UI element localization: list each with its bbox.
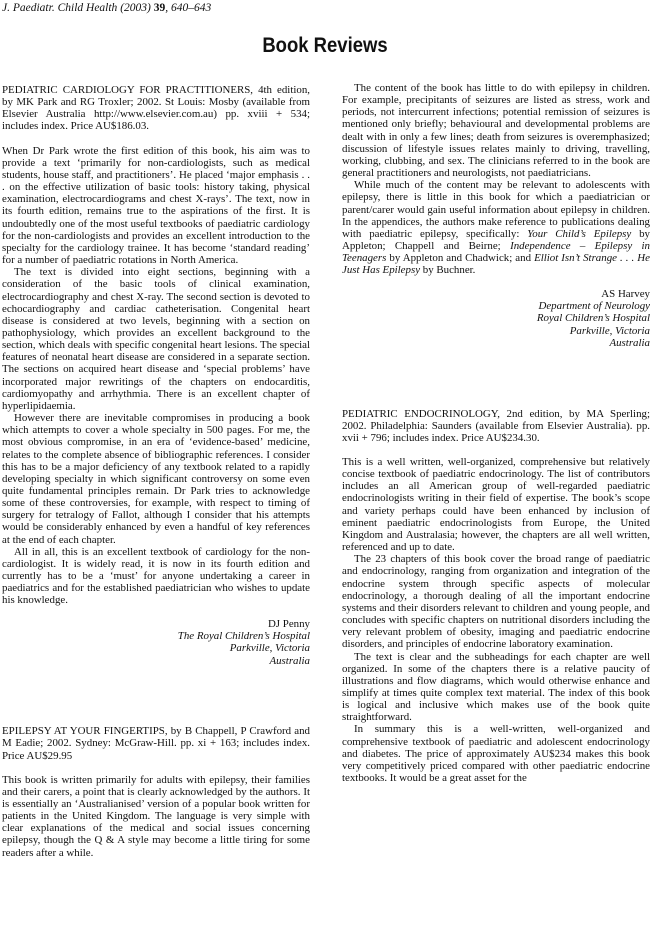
- reviewer-affiliation: Parkville, Victoria: [229, 642, 310, 655]
- review-2-citation: EPILEPSY AT YOUR FINGERTIPS, by B Chappell, P Crawford and M Eadie; 2002. Sydney: McGraw-Hill. pp. xi + 163; includes index. Price AU$29.95: [2, 725, 310, 762]
- reviewer-affiliation: Australia: [269, 654, 310, 667]
- review-2-paragraph: The content of the book has little to do with epilepsy in children. For example, precipitants of seizures are listed as stress, work and periods, not intercurrent infections; potential remission of seizures is mentioned only briefly; behavioural and developmental problems are dealt with in only a few lines; death from seizures is overemphasized; discussion of lifestyle issues relates mainly to driving, travelling, working, clubbing, and sex. The clinicians referred to in the book are general practitioners and neurologists, not paediatricians.: [342, 82, 650, 180]
- running-head: [2, 2, 211, 14]
- review-3-paragraph: The 23 chapters of this book cover the broad range of paediatric and endocrinology, ranging from organization and integration of the endocrine system through specific aspects of molecular endocrinology, a thorough dealing of all the important endocrine systems and their disorders relevant to children and young people, and concludes with specific chapters on nutritional disorders including the very relevant problem of obesity, imaging and paediatric endocrine disorders, and principles of endocrine laboratory examination.: [342, 553, 650, 651]
- journal-name: J. Paediatr. Child Health: [2, 2, 118, 14]
- review-1-citation: PEDIATRIC CARDIOLOGY FOR PRACTITIONERS, 4th edition, by MK Park and RG Troxler; 2002. St Louis: Mosby (available from Elsevier Australia http://www.elsevier.com.au) pp. xviii + 534; includes index. Price AU$186.03.: [2, 84, 310, 133]
- review-1-paragraph: All in all, this is an excellent textbook of cardiology for the non-cardiologist. It is widely read, it is now in its fourth edition and currently has to be a ‘must’ for anyone undertaking a career in paediatrics and for the established paediatrician who wishes to update his knowledge.: [2, 545, 310, 607]
- book-title: Independence – Epilepsy in Teenagers: [342, 240, 650, 265]
- left-column: [2, 84, 310, 859]
- review-2-paragraph: While much of the content may be relevant to adolescents with epilepsy, there is little in this book for which a paediatrician or parent/carer would gain useful information about epilepsy in children. In the appendices, the authors make reference to publications dealing with paediatric epilepsy, specifically: Your Child’s Epilepsy by Appleton; Chappell and Beirne; Independence – Epilepsy in Teenagers by Appleton and Chadwick; and Elliot Isn’t Strange . . . He Just Has Epilepsy by Buchner.: [342, 179, 650, 277]
- review-3-paragraph: This is a well written, well-organized, comprehensive but relatively concise textbook of paediatric endocrinology. The list of contributors includes an all American group of well-regarded paediatric endocrinologists writing in their field of expertise. The book’s scope and variety perhaps could have been enhanced by inclusion of eminent paediatric endocrinologists from Europe, the United Kingdom and Australasia; however, the chapters are all well written, referenced and up to date.: [342, 456, 650, 554]
- right-column: [342, 82, 650, 784]
- book-title: Your Child’s Epilepsy: [527, 227, 632, 240]
- reviewer-name: AS Harvey: [601, 287, 650, 300]
- journal-pages: , 640–643: [165, 2, 212, 14]
- reviewer-affiliation: Australia: [609, 337, 650, 350]
- review-1-signature: [2, 618, 310, 668]
- journal-volume: 39: [153, 2, 166, 14]
- reviewer-affiliation: Department of Neurology: [538, 299, 650, 312]
- review-2-paragraph: This book is written primarily for adults with epilepsy, their families and their carers, a point that is clearly acknowledged by the authors. It is essentially an ‘Australianised’ version of a popular book written for patients in the United Kingdom. The language is very simple with clear explanations of the medical and social issues concerning epilepsy, though the Q & A style may become a little tiring for some readers after a while.: [2, 773, 310, 859]
- review-1-paragraph: However there are inevitable compromises in producing a book which attempts to cover a whole specialty in 500 pages. For me, the most obvious compromise, in an era of ‘evidence-based’ medicine, relates to the complete absence of bibliographic references. I consider this has to be a major deficiency of any textbook related to a rapidly developing specialty in which significant controversy on some even quite fundamental principles remain. Dr Park tries to acknowledge some of these controversies, for example, with respect to timing of surgery for tetralogy of Fallot, although I consider that his attempts would be considerably enhanced by even a handful of key references at the end of each chapter.: [2, 412, 310, 546]
- review-3-paragraph: In summary this is a well-written, well-organized and comprehensive textbook of paediatric and adolescent endocrinology and diabetes. The price of approximately AU$234 makes this book very competitively priced compared with other paediatric endocrine textbooks. It would be a great asset for the: [342, 723, 650, 785]
- review-3-paragraph: The text is clear and the subheadings for each chapter are well organized. In some of the chapters there is a relative paucity of illustrations and flow diagrams, which would otherwise enhance and simplify at times quite complex text material. The index of this book is logical and inclusive which makes use of the book quite straightforward.: [342, 650, 650, 724]
- review-1-paragraph: The text is divided into eight sections, beginning with a consideration of the basic tools of clinical examination, electrocardiography and chest X-ray. The second section is devoted to echocardiography and cardiac catheterisation. Congenital heart disease is considered at two levels, beginning with a section on pathophysiology, which provides an excellent background to the section, which deals with specific congenital heart lesions. The special features of neonatal heart disease are considered in a separate section. The sections on acquired heart disease and ‘special problems’ have incorporated major rewritings of the chapters on endocarditis, cardiomyopathy and arrhythmia. There is an excellent chapter of hyperlipidaemia.: [2, 266, 310, 412]
- journal-year: (2003): [120, 2, 151, 14]
- review-1-paragraph: When Dr Park wrote the first edition of this book, his aim was to provide a text ‘primarily for non-cardiologists, such as medical students, house staff, and practitioners’. He placed ‘major emphasis . . . on the effective utilization of basic tools: history taking, physical examination, electrocardiograms and chest X-rays’. The text, now in its fourth edition, remains true to the aspirations of the first. It is undoubtedly one of the most useful textbooks of paediatric cardiology for the non-cardiologists and provides an excellent introduction to the specialty for the cardiology trainee. It has become ‘standard reading’ for a number of paediatric rotations in North America.: [2, 144, 310, 267]
- reviewer-affiliation: Royal Children’s Hospital: [536, 312, 650, 325]
- review-2-signature: [342, 288, 650, 350]
- book-title: Elliot Isn’t Strange . . . He Just Has Epilepsy: [342, 252, 650, 277]
- review-3-citation: PEDIATRIC ENDOCRINOLOGY, 2nd edition, by MA Sperling; 2002. Philadelphia: Saunders (available from Elsevier Australia). pp. xvii + 796; includes index. Price AU$234.30.: [342, 407, 650, 444]
- reviewer-affiliation: The Royal Children’s Hospital: [177, 629, 310, 642]
- reviewer-name: DJ Penny: [267, 617, 310, 630]
- section-title: Book Reviews: [262, 34, 388, 57]
- reviewer-affiliation: Parkville, Victoria: [569, 324, 650, 337]
